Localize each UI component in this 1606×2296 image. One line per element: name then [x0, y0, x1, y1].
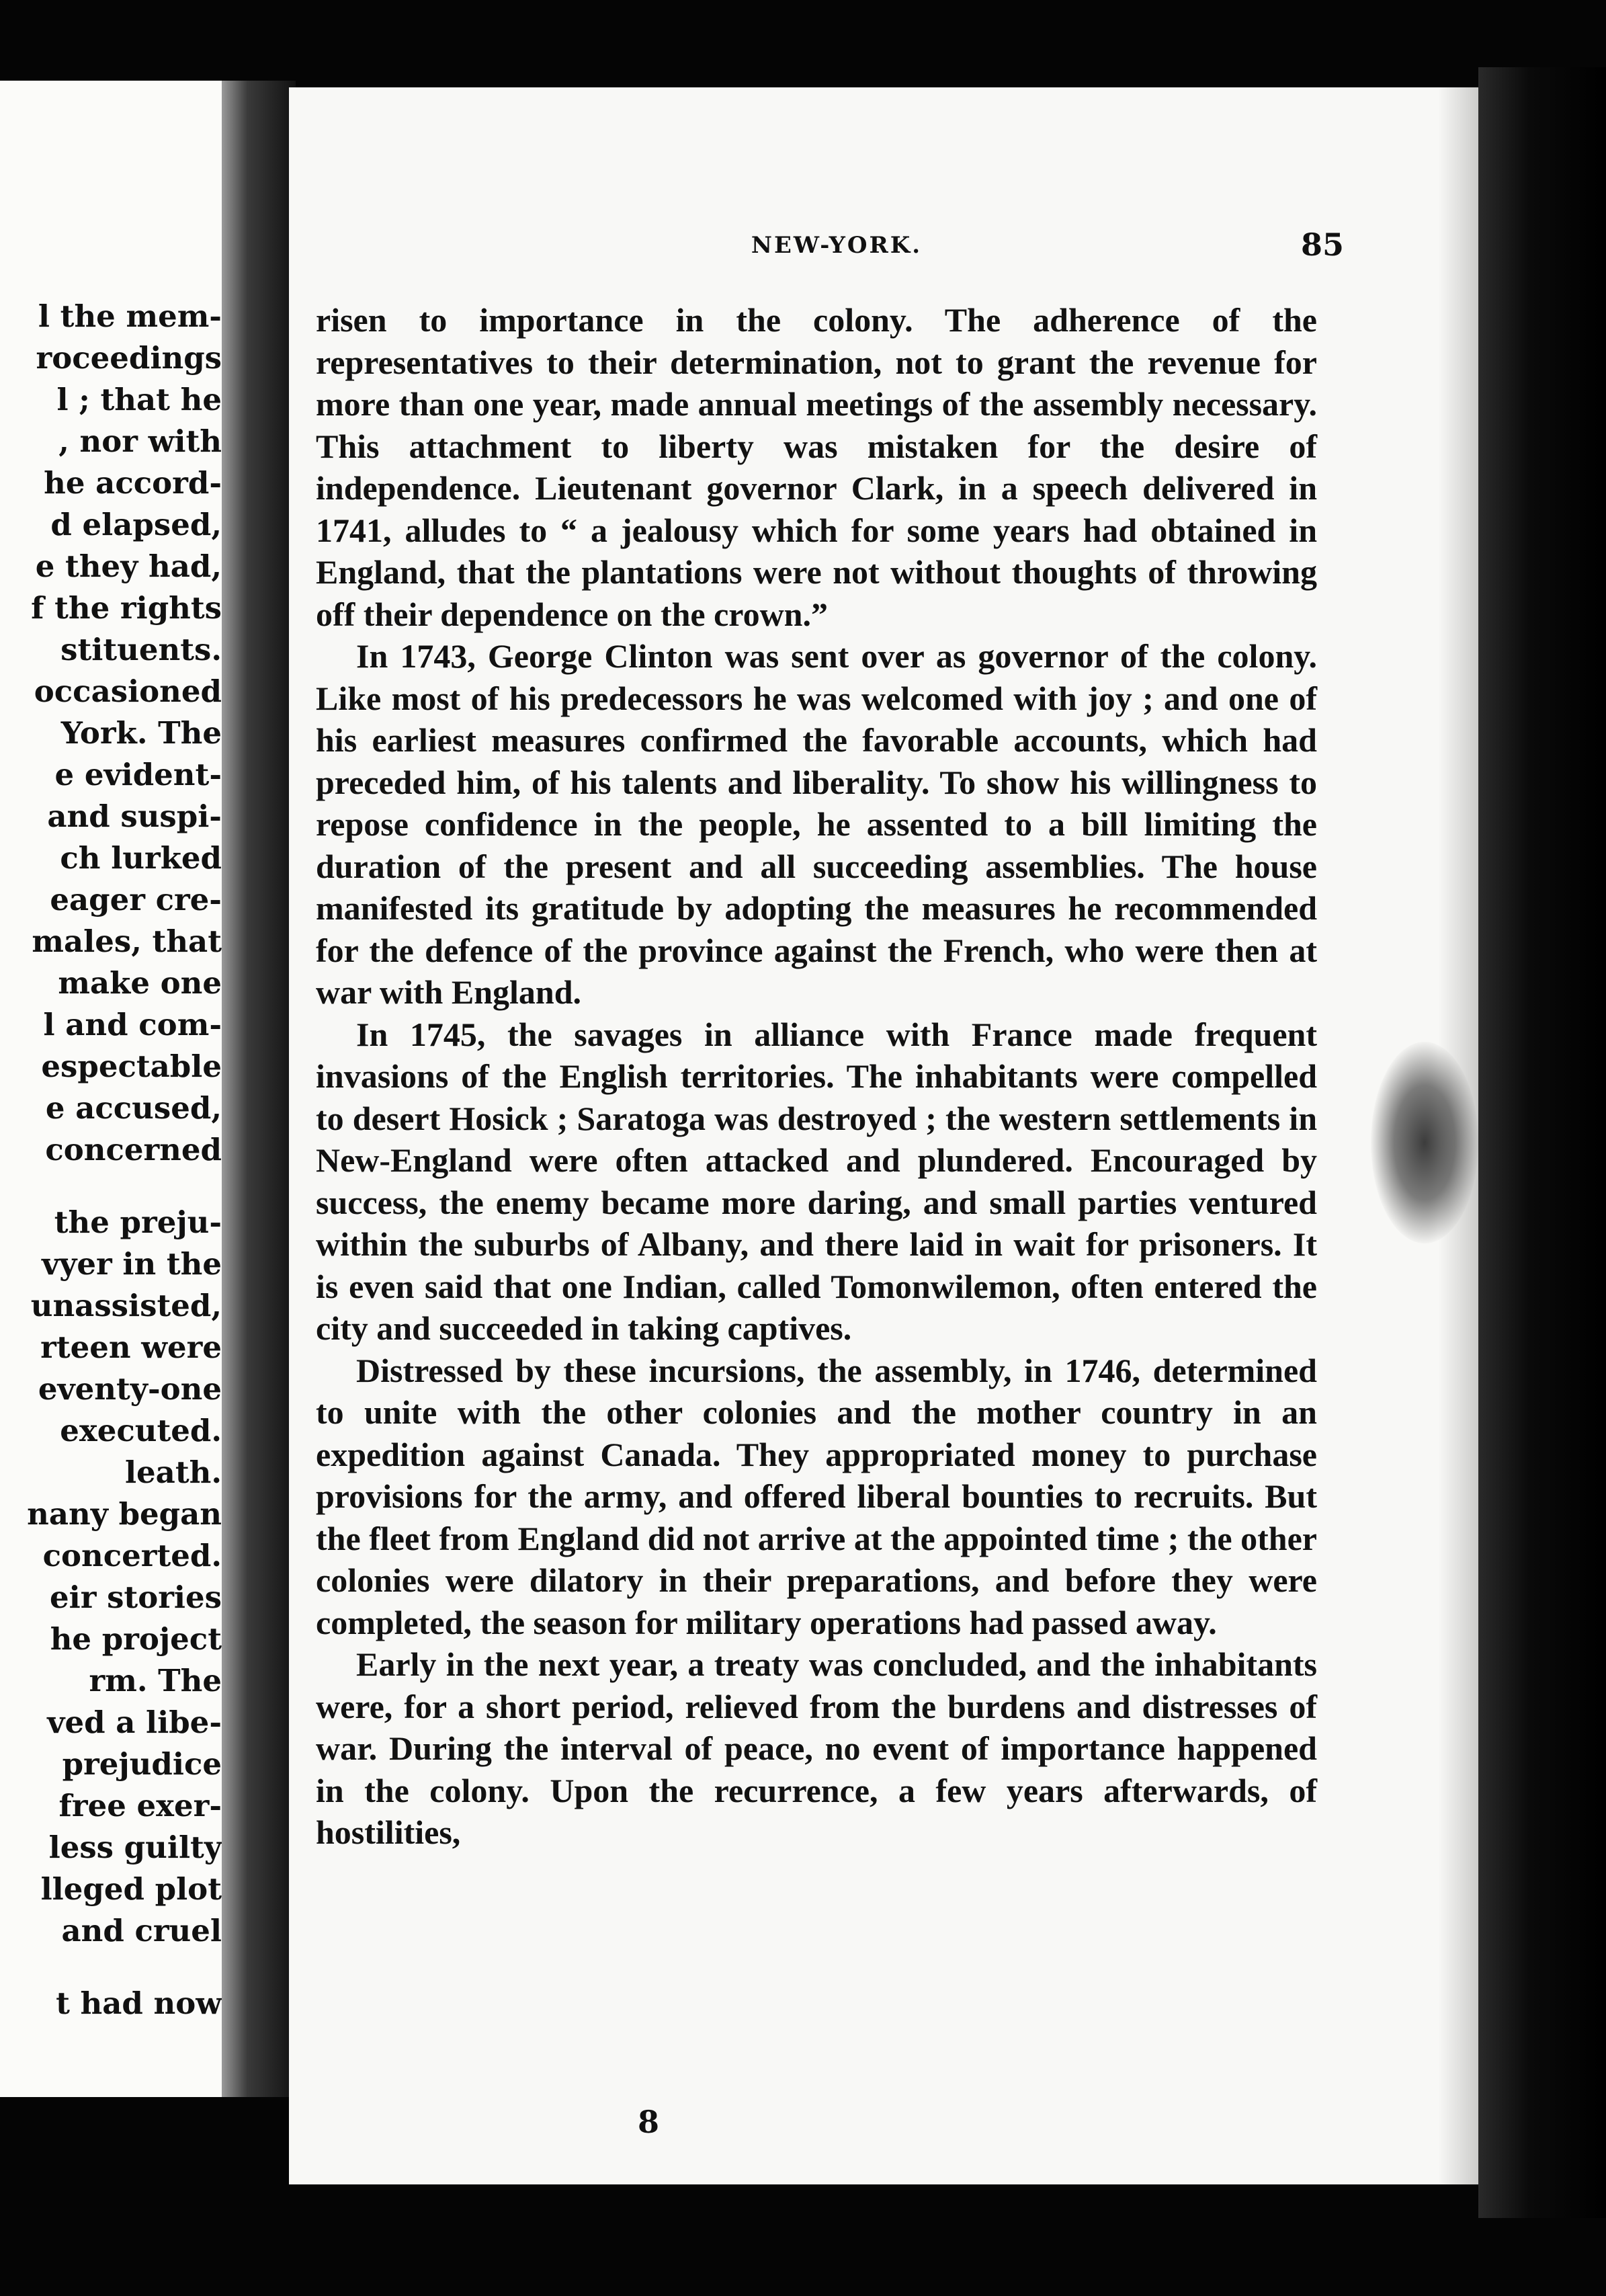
left-page-text — [0, 296, 222, 2024]
left-page-line: roceedings — [36, 340, 222, 376]
left-page-line: f the rights — [31, 590, 222, 626]
left-page-line: York. The — [60, 715, 222, 751]
left-page-line: vyer in the — [42, 1246, 222, 1282]
left-page-line — [0, 1171, 222, 1202]
left-page-line: e they had, — [35, 548, 222, 584]
signature-mark: 8 — [637, 2104, 659, 2140]
left-page-line: ved a libe- — [47, 1705, 222, 1740]
paragraph: Early in the next year, a treaty was concluded, and the inhabitants were, for a short period, relieved from the burdens and distresses of war. During the interval of peace, no event of importance happened in the colony. Upon the recurrence, a few years afterwards, of hostilities, — [316, 1645, 1317, 1851]
left-page-line: d elapsed, — [50, 507, 222, 542]
paragraph: In 1745, the savages in alliance with France made frequent invasions of the English territories. The inhabitants were compelled to desert Hosick ; Saratoga was destroyed ; the western settlements in New-England were often attacked and plundered. Encouraged by success, the enemy became more daring, and small parties ventured within the suburbs of Albany, and there laid in wait for prisoners. It is even said that one Indian, called Tomonwilemon, often entered the city and succeeded in taking captives. — [316, 1015, 1317, 1347]
left-page-line: free exer- — [58, 1788, 222, 1823]
left-page-line: executed. — [60, 1413, 222, 1448]
left-page-line: the preju- — [54, 1204, 222, 1240]
left-page-line: t had now — [56, 1985, 222, 2021]
left-page-line: he project — [50, 1621, 222, 1657]
book-gutter — [222, 81, 296, 2097]
running-head — [329, 227, 1344, 279]
left-page — [0, 81, 228, 2097]
body-text — [316, 299, 1317, 1854]
left-page-line: , nor with — [58, 423, 222, 459]
left-page-line: lleged plot — [40, 1871, 222, 1907]
left-page-line: rteen were — [40, 1329, 222, 1365]
left-page-line: prejudice — [62, 1746, 222, 1782]
left-page-line: eir stories — [49, 1580, 222, 1615]
left-page-line: unassisted, — [30, 1288, 222, 1323]
paragraph: In 1743, George Clinton was sent over as governor of the colony. Like most of his predecessors he was welcomed with joy ; and one of his earliest measures confirmed the favorable accounts, which had preceded him, of his talents and liberality. To show his willingness to repose confidence in the people, he assented to a bill limiting the duration of the present and all succeeding assemblies. The house manifested its gratitude by adopting the measures he recommended for the defence of the province against the French, who were then at war with England. — [316, 637, 1317, 1011]
left-page-line: l ; that he — [56, 382, 222, 417]
left-page-line: and cruel — [61, 1913, 222, 1949]
left-page-line: nany began — [27, 1496, 222, 1532]
left-page-line: concerted. — [42, 1538, 222, 1573]
left-page-line — [0, 1952, 222, 1983]
left-page-line: and suspi- — [47, 798, 222, 834]
right-page — [289, 87, 1478, 2184]
left-page-line: he accord- — [44, 465, 222, 501]
left-page-line: e evident- — [54, 757, 222, 792]
left-page-line: rm. The — [89, 1663, 222, 1698]
ink-smudge — [1371, 1042, 1478, 1243]
left-page-line: l the mem- — [38, 298, 222, 334]
left-page-line: eager cre- — [50, 882, 222, 917]
page-number: 85 — [1300, 227, 1344, 263]
paragraph: risen to importance in the colony. The adherence of the representatives to their determination, not to grant the revenue for more than one year, made annual meetings of the assembly necessary. This attachment to liberty was mistaken for the desire of independence. Lieutenant governor Clark, in a speech delivered in 1741, alludes to “ a jealousy which for some years had obtained in England, that the plantations were not without thoughts of throwing off their dependence on the crown.” — [316, 301, 1317, 633]
left-page-line: eventy-one — [38, 1371, 222, 1407]
left-page-line: e accused, — [45, 1090, 222, 1126]
left-page-line: less guilty — [48, 1830, 222, 1865]
left-page-line: males, that — [32, 924, 222, 959]
left-page-line: occasioned — [34, 673, 222, 709]
left-page-line: stituents. — [60, 632, 222, 667]
left-page-line: make one — [58, 965, 222, 1001]
left-page-line: concerned — [45, 1132, 222, 1167]
paragraph: Distressed by these incursions, the assembly, in 1746, determined to unite with the other colonies and the mother country in an expedition against Canada. They appropriated money to purchase provisions for the army, and offered liberal bounties to recruits. But the fleet from England did not arrive at the appointed time ; the other colonies were dilatory in their preparations, and before they were completed, the season for military operations had passed away. — [316, 1351, 1317, 1641]
left-page-line: espectable — [41, 1049, 222, 1084]
page-title: NEW-YORK. — [751, 232, 923, 259]
left-page-line: l and com- — [43, 1007, 222, 1042]
left-page-line: ch lurked — [60, 840, 222, 876]
left-page-line: leath. — [124, 1454, 222, 1490]
book-edge — [1478, 67, 1606, 2218]
